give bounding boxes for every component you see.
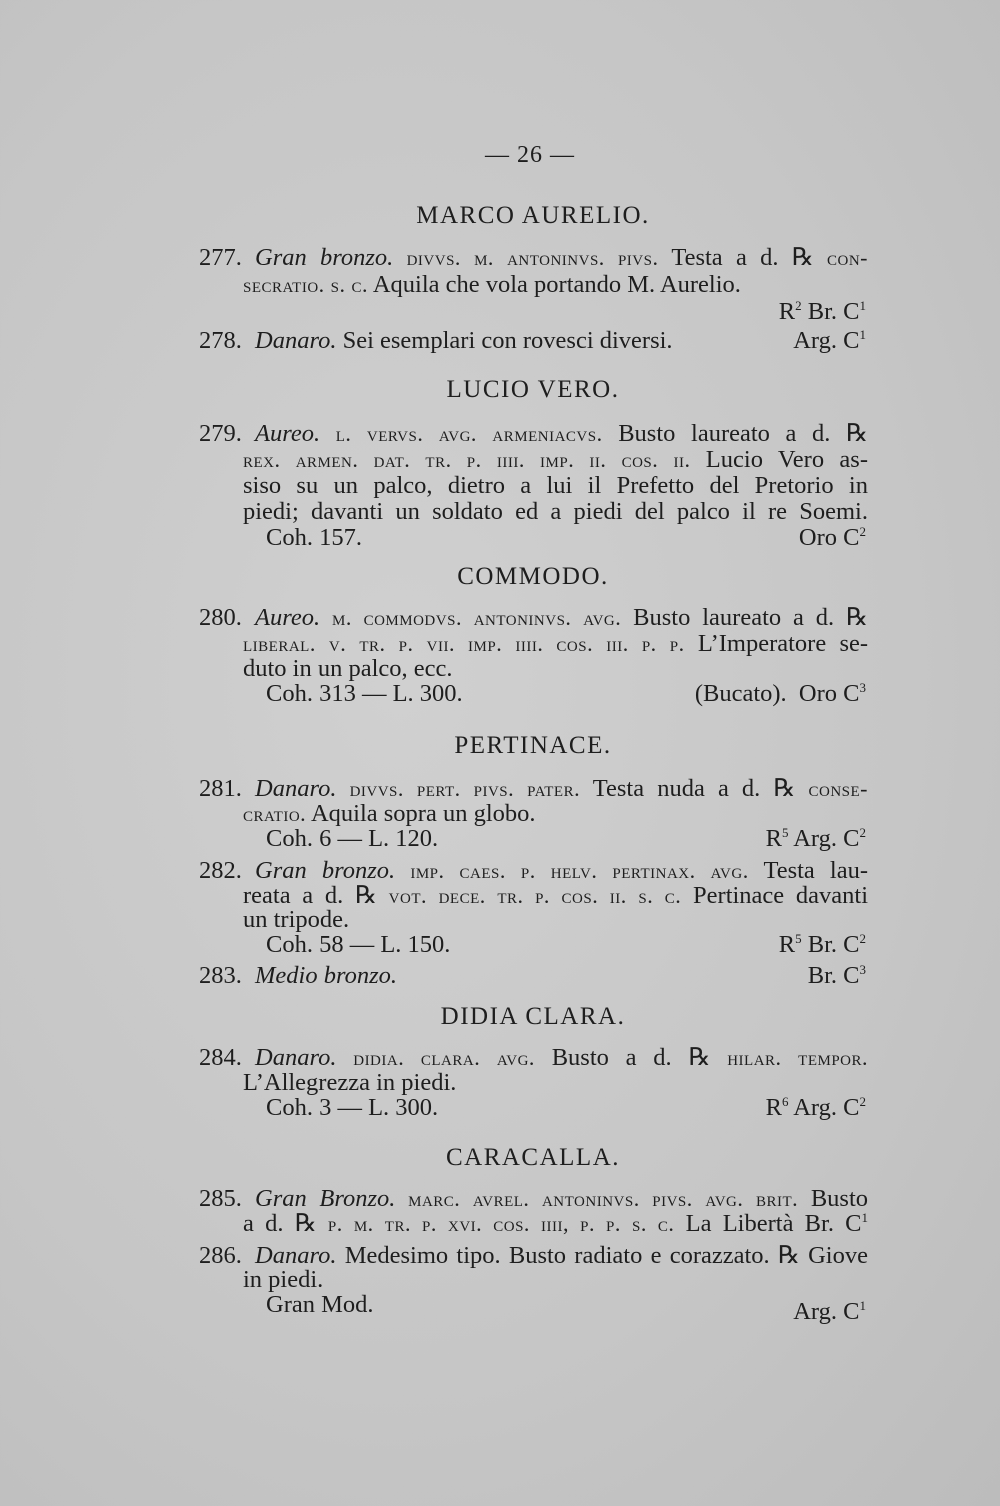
- cohen-reference: Coh. 58 — L. 150.: [266, 931, 451, 958]
- entry-number: 278.: [199, 327, 242, 354]
- entry-number: 282.: [199, 857, 242, 884]
- legend: con-: [827, 245, 868, 270]
- coin-type: Danaro.: [255, 1242, 337, 1269]
- entry-line: [255, 420, 868, 448]
- entry-number: 280.: [199, 604, 242, 631]
- entry-line: [255, 244, 868, 272]
- description: Aquila che vola portando M. Aurelio.: [372, 271, 741, 298]
- entry-line: un tripode.: [243, 906, 350, 933]
- entry-line: [255, 775, 868, 803]
- description: La Libertà Br. C: [685, 1210, 862, 1237]
- entry-line: siso su un palco, dietro a lui il Prefetto del Pretorio in: [243, 472, 868, 499]
- section-heading-pertinace: PERTINACE.: [454, 732, 612, 759]
- entry-line: duto in un palco, ecc.: [243, 655, 453, 682]
- coin-type: Aureo.: [255, 420, 321, 447]
- description: L’Imperatore se-: [697, 630, 869, 657]
- description: Medesimo tipo. Busto radiato e corazzato. ℞ Giove: [344, 1242, 868, 1269]
- entry-number: 286.: [199, 1242, 242, 1269]
- coin-type: Gran Bronzo.: [255, 1185, 396, 1212]
- legend: cratio.: [243, 801, 307, 826]
- entry-line: [255, 962, 397, 990]
- description: Pertinace davanti: [693, 882, 869, 909]
- legend: divvs. m. antoninvs. pivs.: [406, 245, 659, 270]
- coin-type: Danaro.: [255, 1044, 337, 1071]
- entry-line: [243, 800, 536, 828]
- legend: hilar. tempor.: [727, 1045, 869, 1070]
- entry-number: 285.: [199, 1185, 242, 1212]
- cohen-reference: Coh. 313 — L. 300.: [266, 680, 463, 707]
- description: Lucio Vero as-: [705, 446, 868, 473]
- entry-number: 277.: [199, 244, 242, 271]
- description: Testa nuda a d. ℞: [592, 775, 796, 802]
- description: Busto a d. ℞: [551, 1044, 711, 1071]
- page-number: — 26 —: [485, 142, 575, 168]
- entry-line: [255, 1044, 868, 1072]
- legend: m. commodvs. antoninvs. avg.: [331, 605, 622, 630]
- coin-type: Gran bronzo.: [255, 244, 394, 271]
- legend: secratio. s. c.: [243, 272, 369, 297]
- entry-number: 283.: [199, 962, 242, 989]
- section-heading-caracalla: CARACALLA.: [445, 1144, 621, 1171]
- rarity: $R^5$ Arg. $C^2$: [765, 825, 866, 852]
- coin-type: Danaro.: [255, 775, 337, 802]
- cohen-reference: Coh. 6 — L. 120.: [266, 825, 439, 852]
- coin-type: Danaro.: [255, 327, 337, 354]
- module-note: Gran Mod.: [266, 1291, 374, 1318]
- cohen-reference: Coh. 3 — L. 300.: [266, 1094, 439, 1121]
- rarity: $R^2$ Br. $C^1$: [778, 298, 866, 325]
- entry-line: [255, 604, 868, 632]
- entry-line: a d. ℞ p. m. tr. p. xvi. cos. iiii, p. p. s. c. La Libertà Br. $C^1$: [243, 1210, 869, 1237]
- legend: p. m. tr. p. xvi. cos. iiii, p. p. s. c.: [327, 1211, 675, 1236]
- rarity: Br. $C^3$: [807, 962, 866, 989]
- description: a d. ℞: [243, 1210, 317, 1237]
- description: Testa lau-: [763, 857, 869, 884]
- description: Sei esemplari con rovesci diversi.: [342, 327, 673, 354]
- legend: l. vervs. avg. armeniacvs.: [335, 421, 603, 446]
- legend: divvs. pert. pivs. pater.: [349, 776, 581, 801]
- legend: imp. caes. p. helv. pertinax. avg.: [410, 858, 749, 883]
- legend: conse-: [808, 776, 868, 801]
- section-heading-lucio-vero: LUCIO VERO.: [446, 376, 620, 403]
- entry-line: [255, 1185, 868, 1213]
- legend: vot. dece. tr. p. cos. ii. s. c.: [388, 883, 682, 908]
- entry-number: 281.: [199, 775, 242, 802]
- entry-line: [243, 446, 868, 474]
- entry-line: piedi; davanti un soldato ed a piedi del palco il re Soemi.: [243, 498, 868, 525]
- rarity: Oro $C^2$: [798, 524, 866, 551]
- legend: liberal. v. tr. p. vii. imp. iiii. cos. iii. p. p.: [243, 631, 685, 656]
- rarity: Arg. $C^1$: [793, 1298, 866, 1325]
- section-heading-marco-aurelio: MARCO AURELIO.: [416, 202, 650, 229]
- description: Aquila sopra un globo.: [310, 800, 536, 827]
- legend: didia. clara. avg.: [353, 1045, 535, 1070]
- section-heading-commodo: COMMODO.: [457, 563, 609, 590]
- rarity: Arg. $C^1$: [793, 327, 866, 354]
- entry-line: [255, 857, 868, 885]
- description: Testa a d. ℞: [671, 244, 814, 271]
- description: Busto: [810, 1185, 868, 1212]
- entry-number: 284.: [199, 1044, 242, 1071]
- entry-line: in piedi.: [243, 1266, 324, 1293]
- coin-type: Medio bronzo.: [255, 962, 397, 989]
- entry-line: [243, 630, 868, 658]
- entry-line: [243, 271, 741, 299]
- section-heading-didia-clara: DIDIA CLARA.: [440, 1003, 626, 1030]
- description: Busto laureato a d. ℞: [633, 604, 869, 631]
- legend: marc. avrel. antoninvs. pivs. avg. brit.: [408, 1186, 799, 1211]
- cohen-reference: Coh. 157.: [266, 524, 362, 551]
- entry-line: [255, 1242, 868, 1270]
- entry-line: L’Allegrezza in piedi.: [243, 1069, 457, 1096]
- rarity: $R^6$ Arg. $C^2$: [765, 1094, 866, 1121]
- legend: rex. armen. dat. tr. p. iiii. imp. ii. cos. ii.: [243, 447, 691, 472]
- rarity: $R^5$ Br. $C^2$: [778, 931, 866, 958]
- entry-line: [255, 327, 673, 355]
- coin-type: Gran bronzo.: [255, 857, 396, 884]
- entry-number: 279.: [199, 420, 242, 447]
- description: Busto laureato a d. ℞: [618, 420, 868, 447]
- rarity: (Bucato). Oro $C^3$: [694, 680, 866, 707]
- coin-type: Aureo.: [255, 604, 321, 631]
- description: reata a d. ℞: [243, 882, 377, 909]
